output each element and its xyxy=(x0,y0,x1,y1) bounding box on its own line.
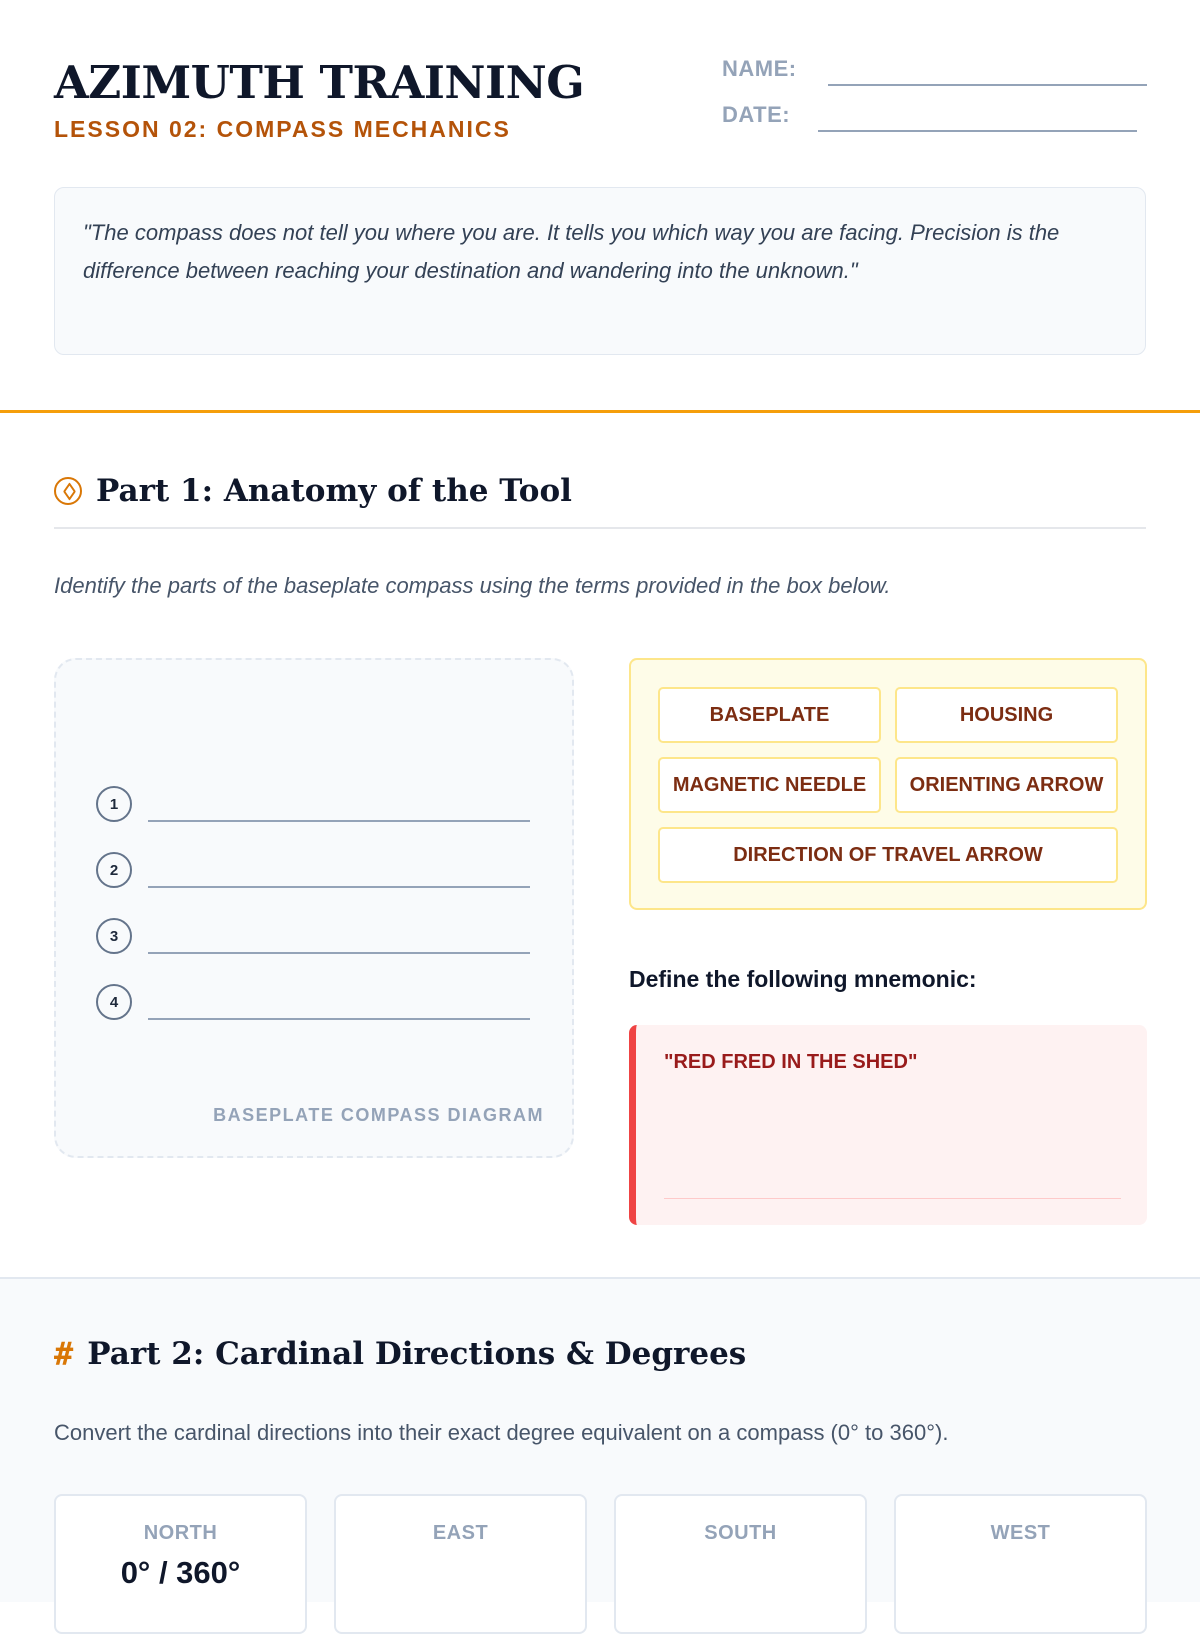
term-housing[interactable]: HOUSING xyxy=(895,687,1118,743)
direction-name: EAST xyxy=(432,1522,489,1544)
part-1-instruction: Identify the parts of the baseplate compass using the terms provided in the box below. xyxy=(54,573,891,598)
label-number: 2 xyxy=(96,852,132,888)
direction-degree: 0° / 360° xyxy=(120,1555,241,1590)
worksheet-header xyxy=(0,0,1200,403)
answer-line-4[interactable] xyxy=(148,1018,530,1020)
part-2-header xyxy=(54,1336,746,1372)
part-1-section xyxy=(0,413,1200,1277)
heading-divider xyxy=(54,527,1146,529)
diagram-label-row xyxy=(96,852,530,888)
term-baseplate[interactable]: BASEPLATE xyxy=(658,687,881,743)
part-1-header xyxy=(54,473,572,509)
page-title: AZIMUTH TRAINING xyxy=(54,56,585,109)
diagram-label-row xyxy=(96,918,530,954)
part-2-heading: Part 2: Cardinal Directions & Degrees xyxy=(87,1336,747,1372)
answer-line-3[interactable] xyxy=(148,952,530,954)
hash-icon: # xyxy=(54,1335,74,1373)
direction-card-west[interactable] xyxy=(894,1494,1147,1634)
term-bank xyxy=(629,658,1147,910)
date-field[interactable] xyxy=(818,130,1137,132)
lesson-subtitle: LESSON 02: COMPASS MECHANICS xyxy=(54,116,511,142)
label-number: 3 xyxy=(96,918,132,954)
quote-box: "The compass does not tell you where you are. It tells you which way you are facing. Precision is the difference between reaching your destination and wandering into the unknown." xyxy=(54,187,1146,355)
term-direction-of-travel-arrow[interactable]: DIRECTION OF TRAVEL ARROW xyxy=(658,827,1118,883)
compass-diagram-area xyxy=(54,658,574,1158)
direction-name: WEST xyxy=(990,1522,1051,1544)
direction-name: NORTH xyxy=(143,1522,218,1544)
part-2-instruction: Convert the cardinal directions into their exact degree equivalent on a compass (0° to 360°). xyxy=(54,1420,949,1445)
mnemonic-text: "RED FRED IN THE SHED" xyxy=(664,1051,918,1073)
diagram-caption: BASEPLATE COMPASS DIAGRAM xyxy=(213,1105,544,1125)
answer-line-1[interactable] xyxy=(148,820,530,822)
answer-line-2[interactable] xyxy=(148,886,530,888)
diagram-label-row xyxy=(96,786,530,822)
direction-card-south[interactable] xyxy=(614,1494,867,1634)
date-label: DATE: xyxy=(722,102,791,127)
term-magnetic-needle[interactable]: MAGNETIC NEEDLE xyxy=(658,757,881,813)
direction-card-north[interactable] xyxy=(54,1494,307,1634)
label-number: 1 xyxy=(96,786,132,822)
term-orienting-arrow[interactable]: ORIENTING ARROW xyxy=(895,757,1118,813)
diagram-label-row xyxy=(96,984,530,1020)
name-label: NAME: xyxy=(722,56,797,81)
mnemonic-box xyxy=(629,1025,1147,1225)
part-1-heading: Part 1: Anatomy of the Tool xyxy=(96,473,572,509)
mnemonic-prompt: Define the following mnemonic: xyxy=(629,966,977,992)
part-2-section xyxy=(0,1277,1200,1602)
mnemonic-answer-line[interactable] xyxy=(664,1198,1121,1199)
direction-card-east[interactable] xyxy=(334,1494,587,1634)
name-field[interactable] xyxy=(828,84,1147,86)
compass-icon xyxy=(54,477,82,505)
label-number: 4 xyxy=(96,984,132,1020)
direction-name: SOUTH xyxy=(704,1522,777,1544)
